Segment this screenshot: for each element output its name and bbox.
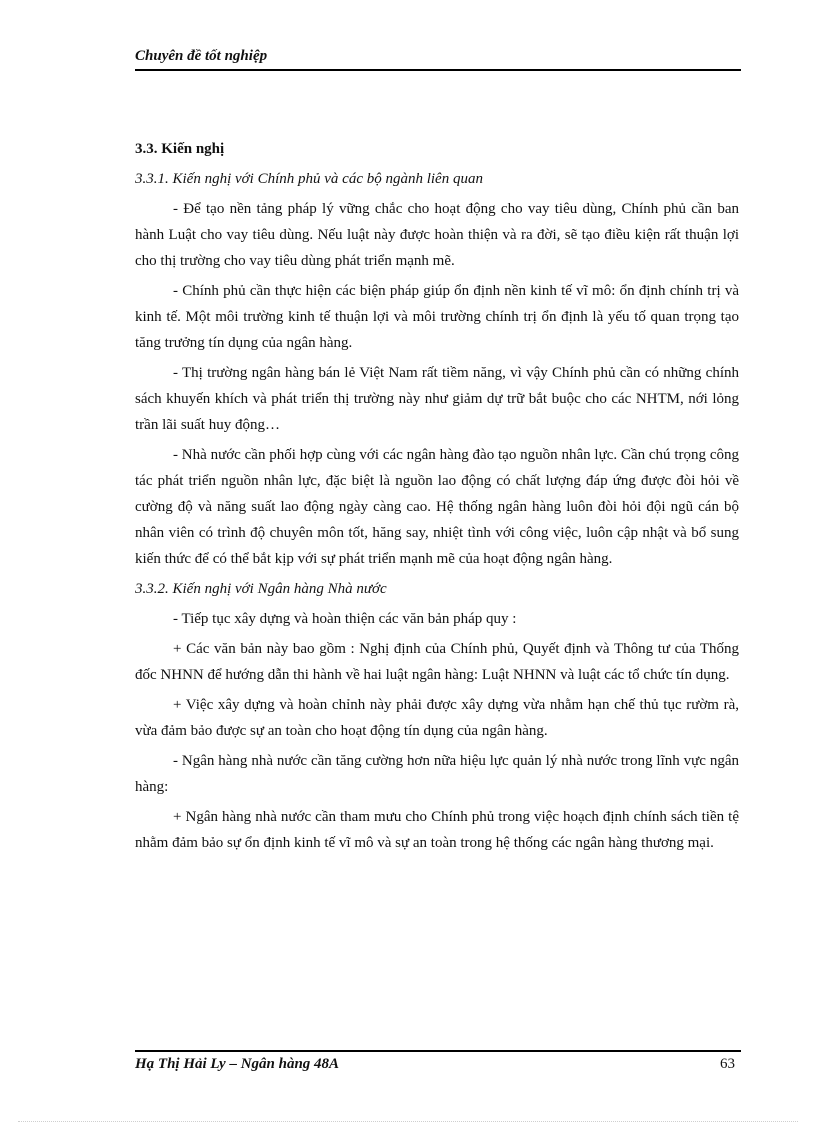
subsection-title: 3.3.1. Kiến nghị với Chính phủ và các bộ ngành liên quan [135, 171, 483, 187]
page-body [135, 136, 739, 860]
footer-author: Hạ Thị Hải Ly – Ngân hàng 48A [135, 1056, 340, 1072]
page-number: 63 [720, 1056, 735, 1072]
running-header: Chuyên đề tốt nghiệp [135, 48, 268, 64]
running-footer [135, 1056, 741, 1073]
paragraph: + Các văn bản này bao gồm : Nghị định của Chính phủ, Quyết định và Thông tư của Thống đốc NHNN để hướng dẫn thi hành về hai luật ngân hàng: Luật NHNN và luật các tổ chức tín dụng. [135, 641, 739, 683]
paragraph: - Thị trường ngân hàng bán lẻ Việt Nam rất tiềm năng, vì vậy Chính phủ cần có những chính sách khuyến khích và phát triển thị trường này như giảm dự trữ bắt buộc cho các NHTM, nới lỏng trần lãi suất huy động… [135, 365, 739, 433]
paragraph: - Để tạo nền tảng pháp lý vững chắc cho hoạt động cho vay tiêu dùng, Chính phủ cần ban hành Luật cho vay tiêu dùng. Nếu luật này được hoàn thiện và ra đời, sẽ tạo điều kiện rất thuận lợi cho thị trường cho vay tiêu dùng phát triển mạnh mẽ. [135, 201, 739, 269]
paragraph: + Việc xây dựng và hoàn chỉnh này phải được xây dựng vừa nhằm hạn chế thủ tục rườm rà, vừa đảm bảo được sự an toàn cho hoạt động tín dụng của ngân hàng. [135, 697, 739, 739]
page-edge-dots [18, 1121, 798, 1122]
paragraph: - Ngân hàng nhà nước cần tăng cường hơn nữa hiệu lực quản lý nhà nước trong lĩnh vực ngân hàng: [135, 753, 739, 795]
section-heading: 3.3. Kiến nghị [135, 141, 225, 157]
paragraph: - Nhà nước cần phối hợp cùng với các ngân hàng đào tạo nguồn nhân lực. Cần chú trọng công tác phát triển nguồn nhân lực, đặc biệt là nguồn lao động có chất lượng đáp ứng được đòi hỏi về cường độ và năng suất lao động ngày càng cao. Hệ thống ngân hàng luôn đòi hỏi đội ngũ cán bộ nhân viên có trình độ chuyên môn tốt, hăng say, nhiệt tình với công việc, luôn cập nhật và bổ sung kiến thức để có thể bắt kịp với sự phát triển mạnh mẽ của hoạt động ngân hàng. [135, 447, 739, 567]
header-divider [135, 69, 741, 71]
paragraph: + Ngân hàng nhà nước cần tham mưu cho Chính phủ trong việc hoạch định chính sách tiền tệ nhằm đảm bảo sự ổn định kinh tế vĩ mô và sự an toàn trong hệ thống các ngân hàng thương mại. [135, 809, 739, 851]
paragraph: - Tiếp tục xây dựng và hoàn thiện các văn bản pháp quy : [173, 611, 517, 627]
subsection-title: 3.3.2. Kiến nghị với Ngân hàng Nhà nước [135, 581, 387, 597]
paragraph: - Chính phủ cần thực hiện các biện pháp giúp ổn định nền kinh tế vĩ mô: ổn định chính trị và kinh tế. Một môi trường kinh tế thuận lợi và môi trường chính trị ổn định là yếu tố quan trọng tạo tăng trưởng tín dụng của ngân hàng. [135, 283, 739, 351]
footer-divider [135, 1050, 741, 1052]
